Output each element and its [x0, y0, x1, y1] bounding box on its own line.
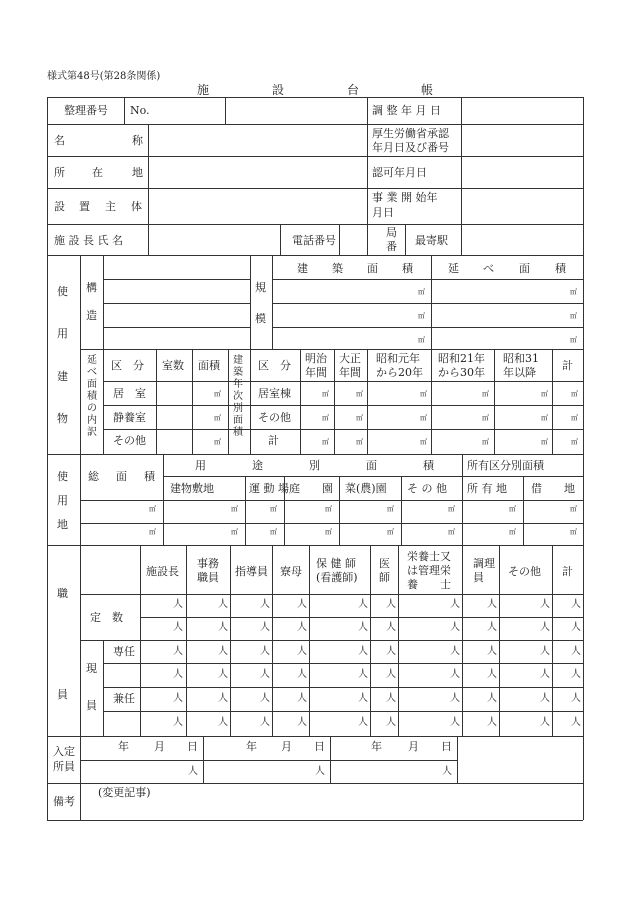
koseisho-label: 厚生労働省承認	[372, 127, 449, 140]
land-col: 所 有 地	[467, 482, 507, 495]
staff-side-char: 職	[57, 587, 68, 600]
somenseki-char: 面	[116, 470, 127, 483]
kibo-char: 規	[255, 281, 266, 294]
kenchiku-char: 面	[367, 262, 378, 275]
nyusho-label: 所員	[53, 760, 75, 773]
unit: ㎡	[418, 288, 425, 296]
staff-col: 師	[379, 571, 390, 584]
meiji-label: 年間	[305, 366, 327, 379]
uchiwake-char: 積	[87, 391, 97, 402]
staff-col: 事務	[197, 557, 219, 570]
seiri-bango-label: 整理番号	[64, 104, 108, 117]
biko-note: (変更記事)	[98, 786, 151, 799]
title-char: 帳	[421, 83, 434, 97]
secchi-char: 置	[79, 200, 90, 213]
staff-col: 指導員	[235, 565, 268, 578]
land-side-char: 地	[57, 518, 68, 531]
nyusho-label: 入定	[53, 745, 75, 758]
nobe-char: 積	[555, 262, 566, 275]
kei-label: 計	[562, 359, 573, 372]
somenseki-char: 積	[144, 470, 155, 483]
yotobetsu-char: 面	[366, 459, 377, 472]
taisho-label: 大正	[339, 352, 361, 365]
staff-col: 養 士	[407, 578, 451, 591]
showa31-label: 昭和31	[503, 352, 539, 365]
staff-col: 保 健 師	[316, 557, 356, 570]
shoyu-label: 所有区分別面積	[467, 459, 544, 472]
row-label: 静養室	[113, 411, 146, 424]
form-page: 様式第48号(第28条関係) 施 設 台 帳 整理番号 No. 調 整 年 月 日 名 称 厚生労働省承認 年月日及び番号 所 在 地 認可年月日 設 置 主 体 事 業 開 始年 月日 施 設 長 氏 名 電話番号 局 番 最寄駅 使 用 建 物 構 造 規 模 建 築 面 積 延 べ 面 積 ㎡ ㎡ ㎡ ㎡ ㎡ ㎡ 延 べ 面 積 の 内 訳 区 分 室数 面積 建 築 年 次 別 面 積 区 分 明治 年間 大正 年間 昭和元年 から20年 昭和21年 から30年 昭和31 年以降 計 居 室 静養室 その他 居室棟 その他 計 ㎡ ㎡ ㎡ ㎡ ㎡ ㎡ ㎡ ㎡ ㎡ ㎡ ㎡ ㎡ ㎡ ㎡ ㎡ ㎡ ㎡ ㎡ ㎡ ㎡ ㎡ 使 用 地 総 面 積 用 途 別 面 積 所有区分別面積 建物敷地 運 動 場 庭 園 菜(農)園 そ の 他 所 有 地 借 地 ㎡ ㎡ ㎡ ㎡ ㎡ ㎡ ㎡ ㎡ ㎡ ㎡ ㎡ ㎡ ㎡ ㎡ ㎡ ㎡ 職 員 施設長 事務 職員 指導員 寮母 保 健 師 (看護師) 医 師 栄養士又 は管理栄 養 士 調理 員 その他 計 定 数 現 員 専任 兼任 人 人 人 人 人 人 人 人 人 人 人 人 人 人 人 人 人 人 人 人 人 人 人 人 人 人 人 人 人 人 人 人 人 人 人 人 人 人 人 人 人 人 人 人 人 人 人 人 人 人 人 人 人 人 人 人 人 人 人 人 入定 所員 年 月 日 年 月 日 年 月 日 人 人 人 備考 (変更記事)	[0, 0, 630, 903]
secchi-char: 設	[54, 200, 65, 213]
building-side-char: 使	[57, 285, 68, 298]
kozo-char: 構	[86, 281, 97, 294]
nenji-char: 積	[233, 427, 243, 438]
land-col: 建物敷地	[170, 482, 214, 495]
staff-col: 計	[562, 565, 573, 578]
nenji-char: 年	[233, 379, 243, 390]
kibo-char: 模	[255, 312, 266, 325]
genin-char: 員	[86, 699, 97, 712]
yotobetsu-char: 別	[309, 459, 320, 472]
nenji-char: 建	[233, 355, 243, 366]
biko-label: 備考	[53, 795, 75, 808]
kenchiku-char: 建	[297, 262, 308, 275]
kenchiku-char: 積	[402, 262, 413, 275]
showa31-label: 年以降	[503, 366, 536, 379]
yotobetsu-char: 積	[423, 459, 434, 472]
shozaichi-char: 地	[132, 166, 143, 179]
showa21-label: 昭和21年	[438, 352, 485, 365]
nenji-char: 面	[233, 415, 243, 426]
form-number-label: 様式第48号(第28条関係)	[47, 71, 161, 82]
row-label: その他	[258, 411, 291, 424]
menseki-label: 面積	[198, 359, 220, 372]
moyori-label: 最寄駅	[415, 234, 448, 247]
land-col: 菜(農)園	[345, 482, 387, 495]
nenji-char: 別	[233, 403, 243, 414]
row-label: その他	[113, 434, 146, 447]
uchiwake-char: の	[87, 403, 97, 414]
teisu-label: 定 数	[90, 611, 123, 624]
meisho-char: 名	[54, 134, 65, 147]
nenji-char: 築	[233, 367, 243, 378]
uchiwake-char: べ	[87, 367, 97, 378]
shozaichi-char: 在	[92, 166, 103, 179]
staff-col: 医	[379, 557, 390, 570]
staff-col: 施設長	[146, 565, 179, 578]
secchi-char: 体	[131, 200, 142, 213]
shitsusu-label: 室数	[162, 359, 184, 372]
uchiwake-char: 延	[87, 355, 97, 366]
building-side-char: 物	[57, 412, 68, 425]
staff-col: (看護師)	[316, 571, 358, 584]
denwa-label: 電話番号	[292, 234, 336, 247]
staff-col: その他	[508, 565, 541, 578]
yotobetsu-char: 途	[252, 459, 263, 472]
genin-char: 現	[86, 662, 97, 675]
land-col: 庭 園	[289, 482, 333, 495]
staff-col: 職員	[197, 571, 219, 584]
row-label: 居室棟	[258, 387, 291, 400]
jigyo-label: 月日	[372, 206, 394, 219]
yotobetsu-char: 用	[195, 459, 206, 472]
land-side-char: 用	[57, 494, 68, 507]
secchi-char: 主	[105, 200, 116, 213]
row-label: 居 室	[113, 387, 146, 400]
nenji-char: 次	[233, 391, 243, 402]
jigyo-label: 事 業 開 始年	[372, 191, 438, 204]
kyoku-label: 局	[386, 226, 397, 239]
staff-col: 栄養士又	[407, 550, 451, 563]
uchiwake-char: 訳	[87, 427, 97, 438]
shisetsucho-label: 施 設 長 氏 名	[54, 234, 123, 247]
kenchiku-char: 築	[332, 262, 343, 275]
unit: ㎡	[570, 288, 577, 296]
land-side-char: 使	[57, 470, 68, 483]
staff-side-char: 員	[57, 688, 68, 701]
ninka-label: 認可年月日	[372, 166, 427, 179]
shozaichi-char: 所	[54, 166, 65, 179]
somenseki-char: 総	[88, 470, 99, 483]
chosei-label: 調 整 年 月 日	[372, 104, 441, 117]
meiji-label: 明治	[305, 352, 327, 365]
staff-col: 員	[473, 571, 484, 584]
kozo-char: 造	[86, 309, 97, 322]
meisho-char: 称	[132, 134, 143, 147]
land-col: そ の 他	[407, 482, 447, 495]
row-label: 計	[268, 434, 279, 447]
sennin-label: 専任	[113, 645, 135, 658]
unit: ㎡	[418, 336, 425, 344]
building-side-char: 建	[57, 370, 68, 383]
kubun2-label: 区 分	[258, 359, 291, 372]
taisho-label: 年間	[339, 366, 361, 379]
land-col: 借 地	[531, 482, 575, 495]
koseisho-label: 年月日及び番号	[372, 141, 449, 154]
kubun-label: 区 分	[111, 359, 144, 372]
title-char: 台	[347, 83, 360, 97]
nobe-char: べ	[483, 262, 494, 275]
staff-col: 寮母	[280, 565, 302, 578]
uchiwake-char: 内	[87, 415, 97, 426]
showa1-label: 昭和元年	[376, 352, 420, 365]
showa1-label: から20年	[376, 366, 423, 379]
showa21-label: から30年	[438, 366, 485, 379]
land-col: 運 動 場	[249, 482, 289, 495]
uchiwake-char: 面	[87, 379, 97, 390]
unit: ㎡	[570, 336, 577, 344]
building-side-char: 用	[57, 327, 68, 340]
unit: ㎡	[418, 312, 425, 320]
staff-col: は管理栄	[407, 564, 451, 577]
kyoku-label: 番	[386, 240, 397, 253]
nobe-char: 延	[448, 262, 459, 275]
title-char: 施	[197, 83, 210, 97]
kennin-label: 兼任	[113, 692, 135, 705]
title-char: 設	[272, 83, 285, 97]
nobe-char: 面	[519, 262, 530, 275]
no-label: No.	[130, 104, 150, 117]
unit: ㎡	[570, 312, 577, 320]
staff-col: 調理	[473, 557, 495, 570]
